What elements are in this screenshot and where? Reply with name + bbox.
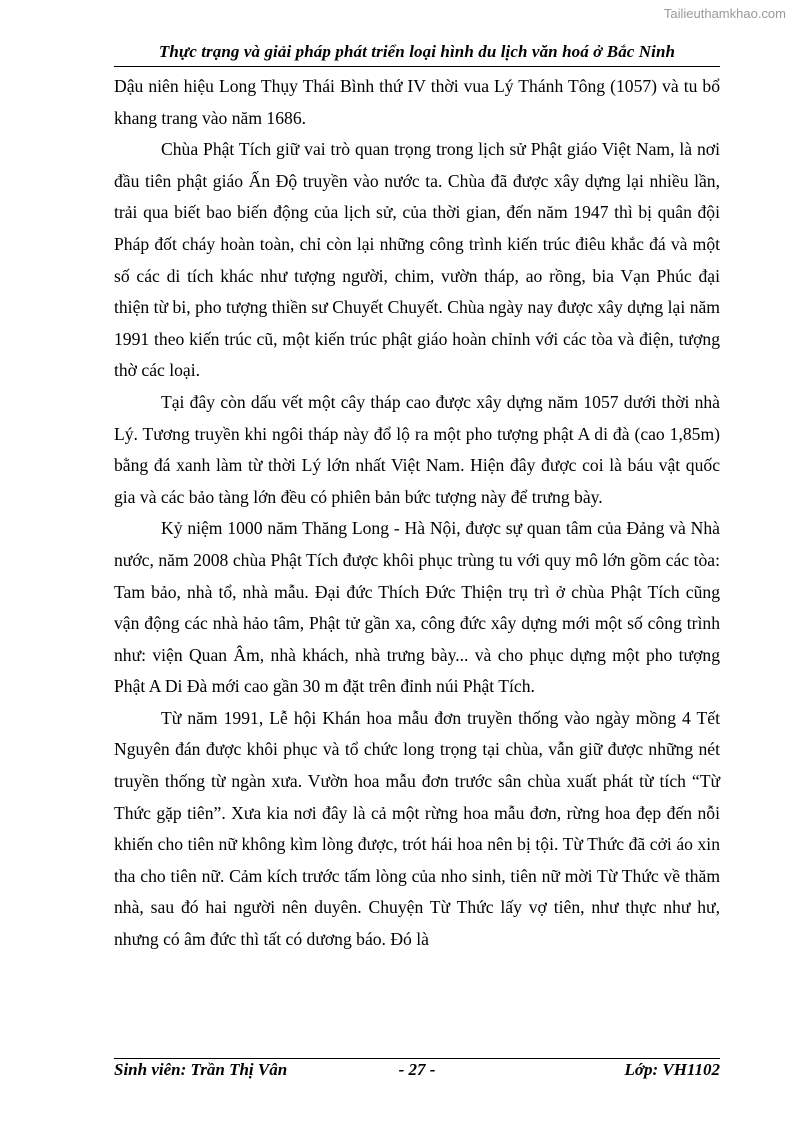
header-divider: [114, 66, 720, 67]
paragraph-2: Chùa Phật Tích giữ vai trò quan trọng trong lịch sử Phật giáo Việt Nam, là nơi đầu tiên phật giáo Ấn Độ truyền vào nước ta. Chùa đã được xây dựng lại nhiều lần, trải qua biết bao biến động của lịch sử, của thời gian, đến năm 1947 thì bị quân đội Pháp đốt cháy hoàn toàn, chỉ còn lại những công trình kiến trúc điêu khắc đá và một số các di tích khác như tượng người, chim, vườn tháp, ao rồng, bia Vạn Phúc đại thiện từ bi, pho tượng thiền sư Chuyết Chuyết. Chùa ngày nay được xây dựng lại năm 1991 theo kiến trúc cũ, một kiến trúc phật giáo hoàn chỉnh với các tòa và điện, tượng thờ các loại.: [114, 139, 720, 381]
footer-divider: [114, 1058, 720, 1059]
page-footer: [114, 1060, 720, 1084]
footer-class-code: Lớp: VH1102: [624, 1060, 720, 1079]
paragraph-3: Tại đây còn dấu vết một cây tháp cao được xây dựng năm 1057 dưới thời nhà Lý. Tương truyền khi ngôi tháp này đổ lộ ra một pho tượng phật A di đà (cao 1,85m) bằng đá xanh làm từ thời Lý lớn nhất Việt Nam. Hiện đây được coi là báu vật quốc gia và các bảo tàng lớn đều có phiên bản bức tượng này để trưng bày.: [114, 391, 720, 507]
document-body: [114, 71, 720, 956]
paragraph-4: Kỷ niệm 1000 năm Thăng Long - Hà Nội, được sự quan tâm của Đảng và Nhà nước, năm 2008 chùa Phật Tích được khôi phục trùng tu với quy mô lớn gồm các tòa: Tam bảo, nhà tổ, nhà mẫu. Đại đức Thích Đức Thiện trụ trì ở chùa Phật Tích cũng vận động các nhà hảo tâm, Phật tử gần xa, công đức xây dựng mới một số công trình như: viện Quan Âm, nhà khách, nhà trưng bày... và cho phục dựng một pho tượng Phật A Di Đà mới cao gần 30 m đặt trên đỉnh núi Phật Tích.: [114, 518, 720, 697]
paragraph-5: Từ năm 1991, Lễ hội Khán hoa mẫu đơn truyền thống vào ngày mồng 4 Tết Nguyên đán được khôi phục và tổ chức long trọng tại chùa, vẫn giữ được những nét truyền thống từ ngàn xưa. Vườn hoa mẫu đơn trước sân chùa xuất phát từ tích “Từ Thức gặp tiên”. Xưa kia nơi đây là cả một rừng hoa mẫu đơn, rừng hoa đẹp đến nỗi khiến cho tiên nữ không kìm lòng được, trót hái hoa nên bị tội. Từ Thức đã cởi áo xin tha cho tiên nữ. Cảm kích trước tấm lòng của nho sinh, tiên nữ mời Từ Thức về thăm nhà, sau đó hai người nên duyên. Chuyện Từ Thức lấy vợ tiên, như thực như hư, nhưng có âm đức thì tất có dương báo. Đó là: [114, 707, 720, 950]
page-header-title: Thực trạng và giải pháp phát triển loại hình du lịch văn hoá ở Bắc Ninh: [158, 42, 676, 61]
watermark: Tailieuthamkhao.com: [663, 6, 786, 21]
paragraph-1: Dậu niên hiệu Long Thụy Thái Bình thứ IV thời vua Lý Thánh Tông (1057) và tu bổ khang trang vào năm 1686.: [114, 76, 720, 128]
footer-student-name: Sinh viên: Trần Thị Vân: [114, 1060, 288, 1079]
footer-page-number: - 27 -: [398, 1060, 436, 1079]
